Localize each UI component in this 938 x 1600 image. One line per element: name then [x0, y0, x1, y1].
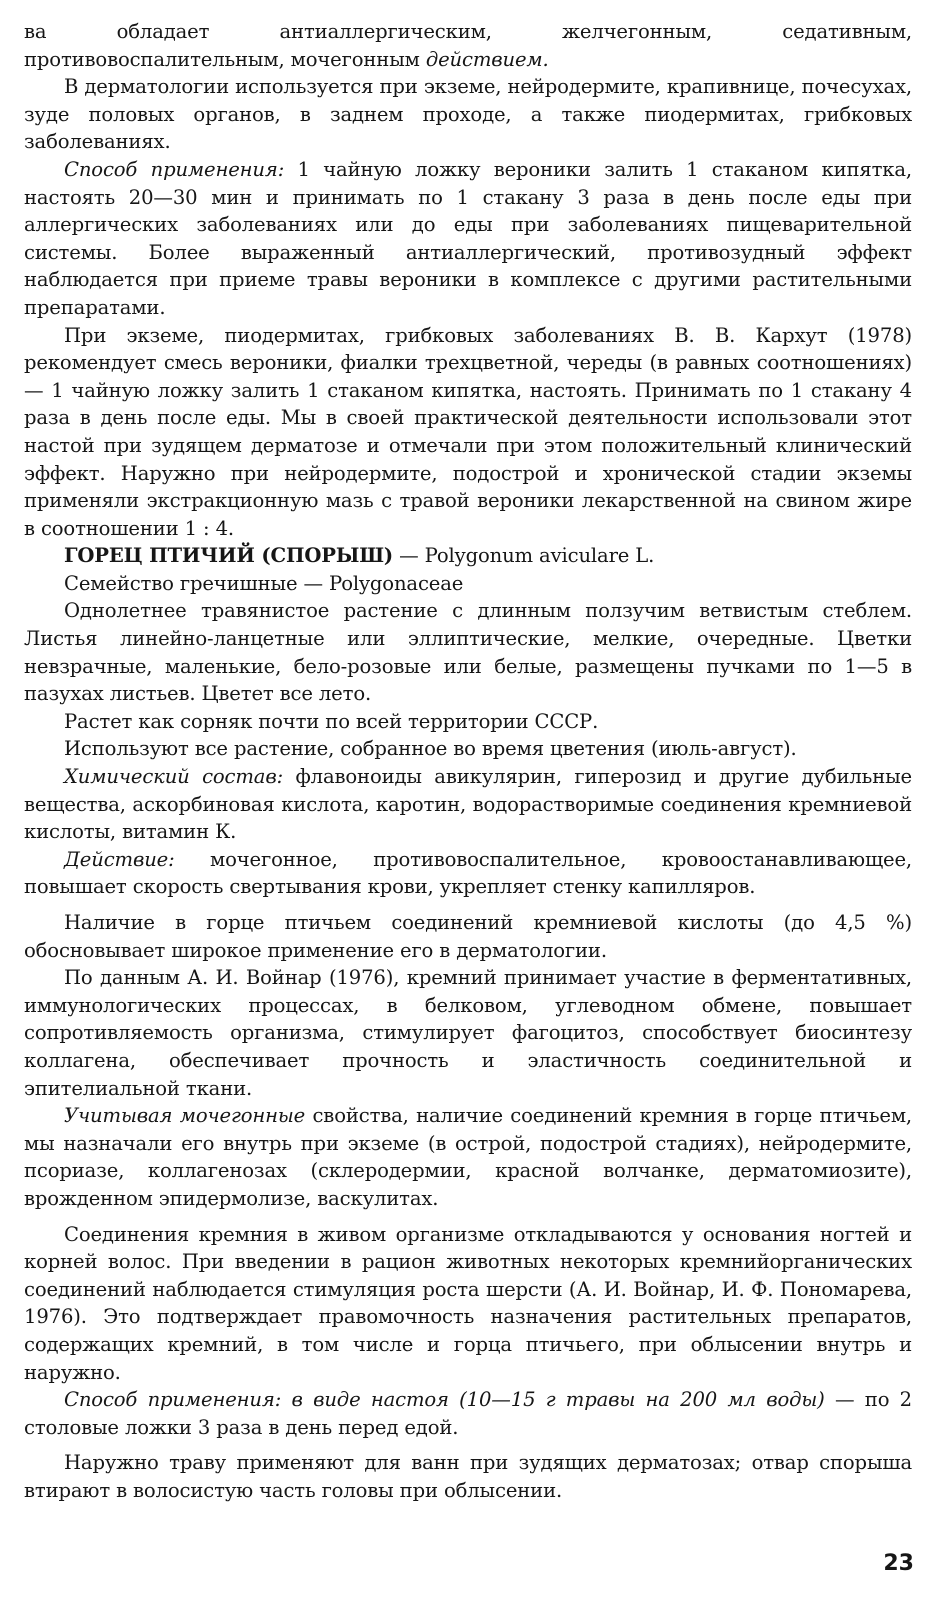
voinar-paragraph: По данным А. И. Войнар (1976), кремний принимает участие в ферментативных, иммунологических процессах, в белковом, углеводном обмене, повышает сопротивляемость организма, стимулирует фагоцитоз, способствует биосинтезу коллагена, обеспечивает прочность и эластичность соединительной и эпителиальной ткани.	[24, 966, 912, 1100]
diuretic-text: свойства, наличие соединений кремния в горце птичьем, мы назначали его внутрь при экземе (в острой, подострой стадиях), нейродермите, псориазе, коллагенозах (склеродермии, красной волчанке, дерматомиозите), врожденном эпидермолизе, васкулитах.	[24, 1104, 912, 1210]
collected-paragraph: Используют все растение, собранное во время цветения (июль-август).	[64, 737, 797, 761]
eczema-paragraph: При экземе, пиодермитах, грибковых заболеваниях В. В. Кархут (1978) рекомендует смесь вероники, фиалки трехцветной, череды (в равных соотношениях) — 1 чайную ложку залить 1 стаканом кипятка, настоять. Принимать по 1 стакану 4 раза в день после еды. Мы в своей практической деятельности использовали этот настой при зудящем дерматозе и отмечали при этом положительный клинический эффект. Наружно при нейродермите, подострой и хронической стадии экземы применяли экстракционную мазь с травой вероники лекарственной на свином жире в соотношении 1 : 4.	[24, 323, 912, 540]
chemical-label: Химический состав:	[64, 765, 284, 789]
usage2-dose: в виде настоя (10—15 г травы на 200 мл воды)	[281, 1388, 825, 1412]
action-text: мочегонное, противовоспалительное, кровоостанавливающее, повышает скорость свертывания крови, укрепляет стенку капилляров.	[24, 847, 912, 899]
usage-paragraph-veronica	[24, 156, 912, 322]
action-paragraph	[24, 846, 912, 901]
section-heading	[24, 542, 912, 570]
usage2-text: — по 2 столовые ложки 3 раза в день перед едой.	[24, 1388, 912, 1439]
usage2-label: Способ применения:	[64, 1388, 282, 1412]
grows-paragraph: Растет как сорняк почти по всей территории СССР.	[64, 709, 599, 733]
continuation-text: ва обладает антиаллергическим, желчегонным, седативным, противовоспалительным, мочегонным	[24, 20, 912, 71]
silicon-paragraph: Наличие в горце птичьем соединений кремниевой кислоты (до 4,5 %) обосновывает широкое применение его в дерматологии.	[24, 911, 912, 962]
chemical-paragraph	[24, 763, 912, 846]
chemical-text: флавоноиды авикулярин, гиперозид и другие дубильные вещества, аскорбиновая кислота, каротин, водорастворимые соединения кремниевой кислоты, витамин К.	[24, 765, 912, 844]
usage-text: 1 чайную ложку вероники залить 1 стаканом кипятка, настоять 20—30 мин и принимать по 1 стакану 3 раза в день после еды при аллергических заболеваниях или до еды при заболеваниях пищеварительной системы. Более выраженный антиаллергический, противозудный эффект наблюдается при приеме травы вероники в комплексе с другими растительными препаратами.	[24, 157, 912, 319]
family-line: Семейство гречишные — Polygonaceae	[64, 571, 464, 595]
page-number: 23	[883, 1551, 914, 1576]
continuation-italic: действием.	[425, 47, 549, 71]
nails-paragraph: Соединения кремния в живом организме откладываются у основания ногтей и корней волос. При введении в рацион животных некоторых кремнийорганических соединений наблюдается стимуляция роста шерсти (А. И. Войнар, И. Ф. Пономарева, 1976). Это подтверждает правомочность назначения растительных препаратов, содержащих кремний, в том числе и горца птичьего, при облысении внутрь и наружно.	[24, 1222, 912, 1384]
heading-title: ГОРЕЦ ПТИЧИЙ (СПОРЫШ)	[64, 544, 394, 568]
description-paragraph: Однолетнее травянистое растение с длинным ползучим ветвистым стеблем. Листья линейно-ланцетные или эллиптические, мелкие, очередные. Цветки невзрачные, маленькие, бело-розовые или белые, размещены пучками по 1—5 в пазухах листьев. Цветет все лето.	[24, 599, 912, 706]
heading-latin: — Polygonum aviculare L.	[393, 544, 655, 568]
usage-label: Способ применения:	[64, 157, 285, 181]
external-paragraph: Наружно траву применяют для ванн при зудящих дерматозах; отвар спорыша втирают в волосистую часть головы при облысении.	[24, 1451, 912, 1502]
diuretic-label: Учитывая мочегонные	[64, 1104, 306, 1128]
diuretic-paragraph	[24, 1102, 912, 1212]
usage-paragraph-knotweed	[24, 1386, 912, 1441]
action-label: Действие:	[64, 847, 175, 871]
dermatology-paragraph: В дерматологии используется при экземе, нейродермите, крапивнице, почесухах, зуде половых органов, в заднем проходе, а также пиодермитах, грибковых заболеваниях.	[24, 75, 912, 154]
continuation-paragraph	[24, 18, 912, 73]
page-body	[24, 18, 912, 1504]
